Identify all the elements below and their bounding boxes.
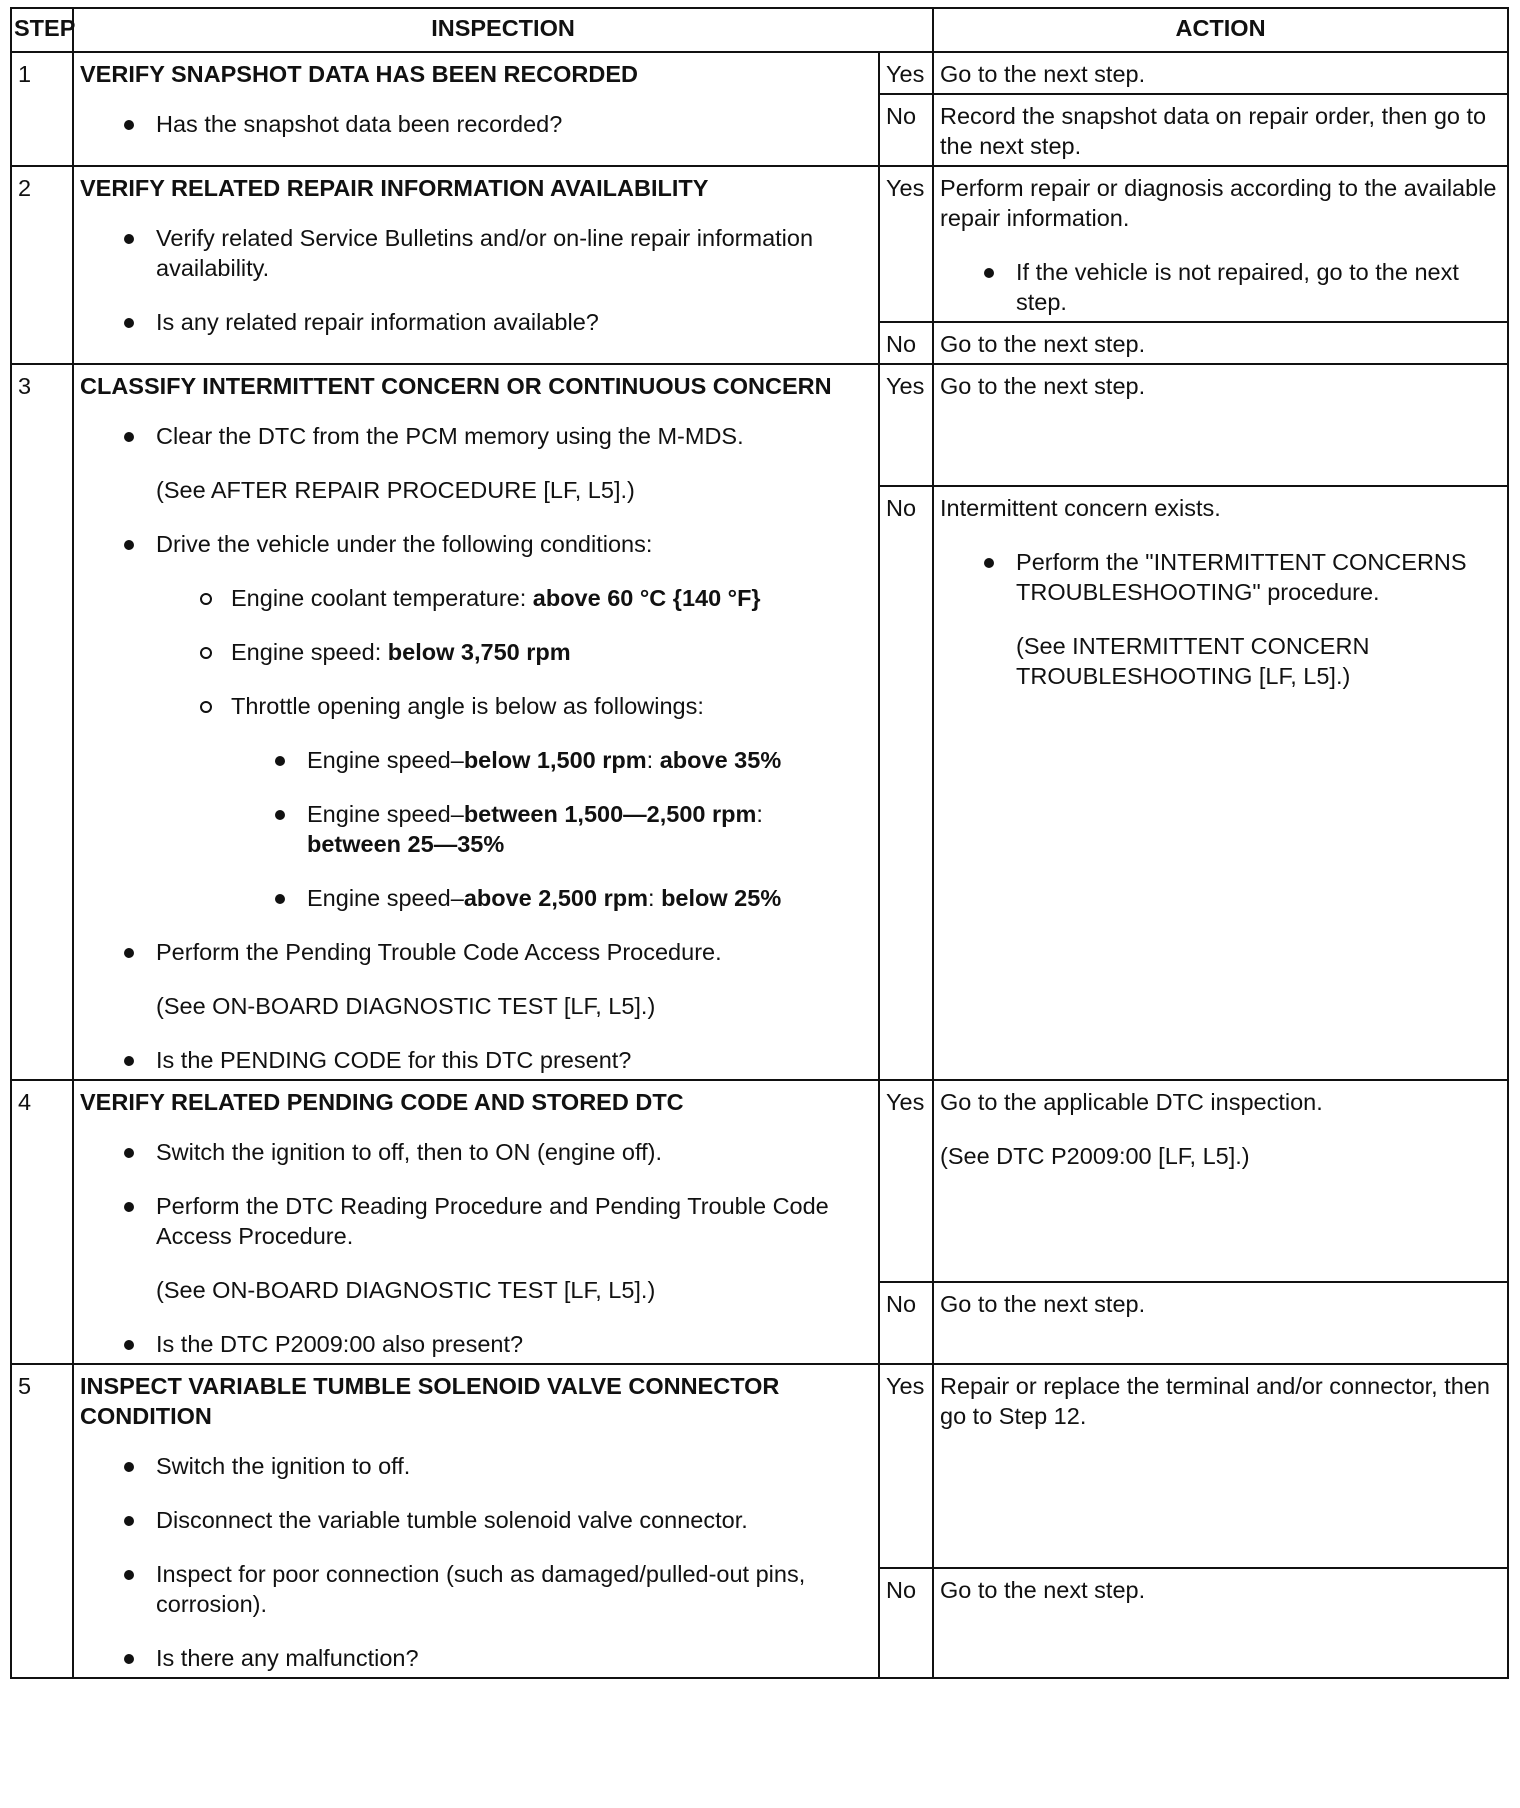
bullet-icon (124, 1340, 134, 1350)
bullet-icon (124, 432, 134, 442)
yes-action-cell (933, 166, 1508, 322)
step-4-row-yes (11, 1080, 1508, 1282)
yes-label: Yes (879, 1364, 933, 1568)
header-inspection: INSPECTION (73, 8, 933, 52)
reference-note: (See AFTER REPAIR PROCEDURE [LF, L5].) (156, 477, 635, 503)
no-label: No (879, 94, 933, 166)
separator: : (646, 747, 660, 773)
step-3-inspection (73, 364, 879, 1080)
item-text: Perform the "INTERMITTENT CONCERNS TROUBLESHOOTING" procedure. (1016, 549, 1467, 605)
bullet-icon (124, 1570, 134, 1580)
item-text: Drive the vehicle under the following conditions: (156, 531, 653, 557)
circle-bullet-icon (200, 701, 212, 713)
list-item (80, 223, 872, 283)
yes-label: Yes (879, 364, 933, 486)
header-action: ACTION (933, 8, 1508, 52)
step-number: 3 (11, 364, 73, 1080)
list-item (80, 799, 872, 859)
list-item (80, 1045, 872, 1075)
condition-label: Engine coolant temperature: (231, 585, 533, 611)
header-row (11, 8, 1508, 52)
list-item (80, 745, 872, 775)
condition-value: above 2,500 rpm (463, 885, 648, 911)
condition-value: between 1,500—2,500 rpm (463, 801, 757, 827)
item-text: Inspect for poor connection (such as damaged/pulled-out pins, corrosion). (156, 1561, 806, 1617)
no-action-cell (933, 486, 1508, 1080)
condition-value: below 3,750 rpm (387, 639, 571, 665)
item-text: Disconnect the variable tumble solenoid valve connector. (156, 1507, 748, 1533)
step-title: VERIFY RELATED REPAIR INFORMATION AVAILABILITY (80, 175, 709, 201)
no-label: No (879, 486, 933, 1080)
bullet-icon (984, 558, 994, 568)
no-action: Go to the next step. (933, 322, 1508, 364)
question-text: Has the snapshot data been recorded? (156, 111, 563, 137)
no-action: Go to the next step. (933, 1568, 1508, 1678)
separator: : (648, 885, 662, 911)
no-action: Go to the next step. (933, 1282, 1508, 1364)
procedure-table (10, 7, 1509, 1679)
item-text: Clear the DTC from the PCM memory using the M-MDS. (156, 423, 744, 449)
list-item (80, 1329, 872, 1359)
bullet-icon (124, 234, 134, 244)
condition-label: Engine speed– (307, 885, 464, 911)
list-item (80, 1505, 872, 1535)
step-2-inspection (73, 166, 879, 364)
yes-label: Yes (879, 166, 933, 322)
step-number: 4 (11, 1080, 73, 1364)
step-title: VERIFY RELATED PENDING CODE AND STORED DTC (80, 1089, 684, 1115)
list-item (80, 1191, 872, 1251)
circle-bullet-icon (200, 647, 212, 659)
no-label: No (879, 322, 933, 364)
header-step: STEP (11, 8, 73, 52)
no-action: Intermittent concern exists. (940, 495, 1221, 521)
bullet-icon (124, 1654, 134, 1664)
item-text: Switch the ignition to off. (156, 1453, 411, 1479)
condition-label: Engine speed– (307, 801, 464, 827)
condition-value: below 1,500 rpm (463, 747, 647, 773)
step-3-row-yes (11, 364, 1508, 486)
yes-action-cell (933, 1080, 1508, 1282)
bullet-icon (124, 1516, 134, 1526)
diagnostic-procedure-table (10, 7, 1507, 1800)
step-1-inspection (73, 52, 879, 166)
step-title: VERIFY SNAPSHOT DATA HAS BEEN RECORDED (80, 61, 638, 87)
yes-action: Perform repair or diagnosis according to the available repair information. (940, 175, 1497, 231)
bullet-icon (124, 318, 134, 328)
list-item (80, 937, 872, 967)
item-text: Perform the DTC Reading Procedure and Pending Trouble Code Access Procedure. (156, 1193, 829, 1249)
bullet-icon (124, 1056, 134, 1066)
bullet-icon (124, 1202, 134, 1212)
step-title: INSPECT VARIABLE TUMBLE SOLENOID VALVE CONNECTOR CONDITION (80, 1373, 780, 1429)
yes-action: Go to the applicable DTC inspection. (940, 1089, 1323, 1115)
bullet-icon (124, 120, 134, 130)
list-item (80, 529, 872, 559)
item-text: If the vehicle is not repaired, go to the next step. (1016, 259, 1459, 315)
condition-label: Engine speed: (231, 639, 388, 665)
item-text: Perform the Pending Trouble Code Access Procedure. (156, 939, 722, 965)
bullet-icon (124, 1462, 134, 1472)
condition-value: below 25% (661, 885, 782, 911)
reference-note: (See INTERMITTENT CONCERN TROUBLESHOOTING [LF, L5].) (1016, 633, 1370, 689)
bullet-icon (984, 268, 994, 278)
item-text: Switch the ignition to off, then to ON (engine off). (156, 1139, 662, 1165)
item-text: Verify related Service Bulletins and/or on-line repair information availability. (156, 225, 814, 281)
list-item (80, 637, 872, 667)
step-title: CLASSIFY INTERMITTENT CONCERN OR CONTINUOUS CONCERN (80, 373, 832, 399)
yes-label: Yes (879, 1080, 933, 1282)
reference-note: (See DTC P2009:00 [LF, L5].) (940, 1143, 1250, 1169)
question-text: Is there any malfunction? (156, 1645, 419, 1671)
step-number: 5 (11, 1364, 73, 1678)
yes-label: Yes (879, 52, 933, 94)
step-5-inspection (73, 1364, 879, 1678)
question-text: Is any related repair information available? (156, 309, 599, 335)
bullet-icon (275, 756, 285, 766)
step-2-row-yes (11, 166, 1508, 322)
list-item (80, 1559, 872, 1619)
bullet-icon (275, 894, 285, 904)
bullet-icon (275, 810, 285, 820)
yes-action: Repair or replace the terminal and/or connector, then go to Step 12. (933, 1364, 1508, 1568)
question-text: Is the DTC P2009:00 also present? (156, 1331, 524, 1357)
no-label: No (879, 1568, 933, 1678)
bullet-icon (124, 1148, 134, 1158)
condition-label: Engine speed– (307, 747, 464, 773)
no-action: Record the snapshot data on repair order, then go to the next step. (933, 94, 1508, 166)
separator: : (756, 801, 763, 827)
list-item (940, 547, 1501, 607)
list-item (80, 583, 872, 613)
list-item (940, 257, 1501, 317)
condition-value: between 25—35% (307, 831, 505, 857)
list-item (80, 421, 872, 451)
bullet-icon (124, 948, 134, 958)
reference-note: (See ON-BOARD DIAGNOSTIC TEST [LF, L5].) (156, 993, 656, 1019)
list-item (80, 1137, 872, 1167)
step-5-row-yes (11, 1364, 1508, 1568)
yes-action: Go to the next step. (933, 52, 1508, 94)
circle-bullet-icon (200, 593, 212, 605)
yes-action: Go to the next step. (933, 364, 1508, 486)
list-item (80, 691, 872, 721)
step-1-row-yes (11, 52, 1508, 94)
condition-label: Throttle opening angle is below as followings: (231, 693, 704, 719)
no-label: No (879, 1282, 933, 1364)
step-4-inspection (73, 1080, 879, 1364)
list-item (80, 883, 872, 913)
list-item (80, 307, 872, 337)
step-number: 2 (11, 166, 73, 364)
list-item (80, 1451, 872, 1481)
reference-note: (See ON-BOARD DIAGNOSTIC TEST [LF, L5].) (156, 1277, 656, 1303)
list-item (80, 1643, 872, 1673)
list-item (80, 109, 872, 139)
bullet-icon (124, 540, 134, 550)
step-number: 1 (11, 52, 73, 166)
question-text: Is the PENDING CODE for this DTC present? (156, 1047, 632, 1073)
condition-value: above 35% (659, 747, 782, 773)
condition-value: above 60 °C {140 °F} (532, 585, 761, 611)
